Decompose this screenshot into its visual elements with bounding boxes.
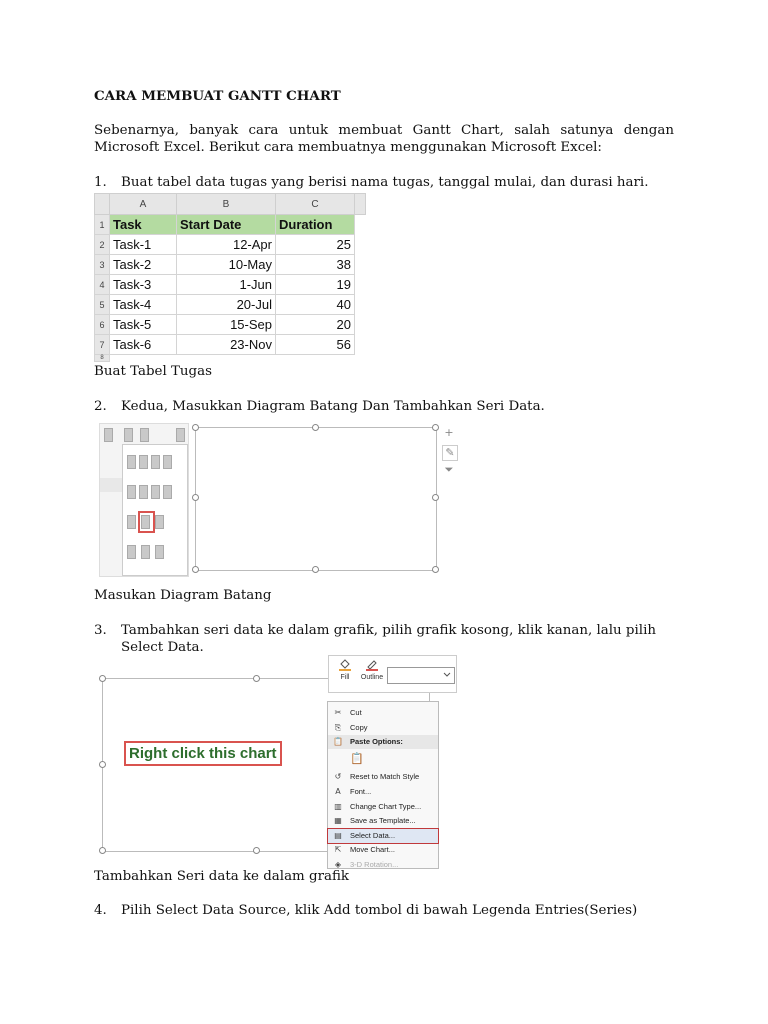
start-date-cell: 1-Jun — [177, 275, 276, 295]
task-cell: Task-2 — [110, 255, 177, 275]
caption-3: Tambahkan Seri data ke dalam grafik — [94, 869, 350, 884]
header-cell: Start Date — [177, 215, 276, 235]
col-letter: C — [276, 194, 355, 215]
resize-handle — [432, 566, 439, 573]
start-date-cell: 12-Apr — [177, 235, 276, 255]
table-row — [95, 295, 366, 315]
menu-item[interactable] — [328, 843, 438, 857]
menu-item[interactable] — [328, 814, 438, 828]
resize-handle — [99, 847, 106, 854]
resize-handle — [99, 761, 106, 768]
header-cell: Task — [110, 215, 177, 235]
table-row — [95, 235, 366, 255]
resize-handle — [312, 566, 319, 573]
resize-handle — [432, 494, 439, 501]
column-letters-row — [95, 194, 366, 215]
outline-label: Outline — [360, 674, 384, 681]
step-number: 1. — [94, 175, 107, 190]
menu-item[interactable] — [328, 800, 438, 814]
step-3 — [94, 622, 656, 639]
menu-item-label: Cut — [350, 708, 362, 717]
copy-icon: ⎘ — [334, 722, 342, 732]
row-number: 3 — [95, 255, 110, 275]
resize-handle — [312, 424, 319, 431]
start-date-cell: 15-Sep — [177, 315, 276, 335]
step-number: 3. — [94, 623, 107, 638]
font-icon: A — [335, 787, 341, 796]
menu-item[interactable] — [328, 785, 438, 799]
menu-item — [328, 735, 438, 749]
paint-bucket-icon — [338, 658, 352, 671]
menu-item[interactable] — [328, 829, 438, 843]
select-data-icon: ▤ — [334, 830, 342, 840]
row-number: 7 — [95, 335, 110, 355]
chart-element-dropdown — [387, 667, 455, 684]
menu-item-label: Copy — [350, 722, 368, 732]
row-number: 4 — [95, 275, 110, 295]
empty-chart-frame — [195, 427, 437, 571]
table-row — [95, 255, 366, 275]
chart-type-icon: ▥ — [334, 801, 342, 811]
duration-cell: 19 — [276, 275, 355, 295]
step-number: 2. — [94, 399, 107, 414]
menu-item-label: Reset to Match Style — [350, 772, 420, 782]
duration-cell: 25 — [276, 235, 355, 255]
corner-cell — [95, 194, 110, 215]
pivot-chart-icon — [176, 428, 185, 442]
reset-style-icon: ↺ — [334, 772, 342, 782]
menu-item[interactable] — [328, 721, 438, 735]
step-text: Kedua, Masukkan Diagram Batang Dan Tambahkan Seri Data. — [121, 399, 545, 414]
col-letter: A — [110, 194, 177, 215]
format-mini-toolbar — [328, 655, 457, 693]
step-text: Tambahkan seri data ke dalam grafik, pilih grafik kosong, klik kanan, lalu pilih — [121, 623, 656, 638]
menu-item-label: Move Chart... — [350, 845, 396, 855]
table-row — [95, 315, 366, 335]
fill-button — [332, 658, 358, 681]
resize-handle — [253, 675, 260, 682]
menu-item[interactable] — [328, 706, 438, 720]
chart-elements-plus-icon: + — [444, 426, 454, 439]
resize-handle — [253, 847, 260, 854]
step-text: Pilih Select Data Source, klik Add tombol di bawah Legenda Entries(Series) — [121, 903, 638, 918]
step-number: 4. — [94, 903, 107, 918]
chart-gallery-screenshot — [99, 423, 189, 577]
resize-handle — [432, 424, 439, 431]
resize-handle — [192, 424, 199, 431]
chart-styles-brush-icon: ✎ — [442, 445, 458, 461]
selected-bar-chart-highlight — [138, 511, 155, 533]
resize-handle — [192, 566, 199, 573]
menu-item-label: Change Chart Type... — [350, 801, 422, 811]
step-3-continued: Select Data. — [121, 640, 204, 655]
menu-item-label: 3-D Rotation... — [350, 860, 399, 869]
row-number: 6 — [95, 315, 110, 335]
menu-item[interactable] — [328, 770, 438, 784]
duration-cell: 20 — [276, 315, 355, 335]
chart-dropdown — [122, 444, 188, 576]
task-cell: Task-4 — [110, 295, 177, 315]
col-letter: B — [177, 194, 276, 215]
table-header-row — [95, 215, 366, 235]
menu-item-label: Save as Template... — [350, 816, 416, 826]
paste-icon: 📋 — [333, 737, 343, 747]
page-title: CARA MEMBUAT GANTT CHART — [94, 88, 341, 104]
menu-item[interactable] — [328, 750, 438, 770]
task-cell: Task-6 — [110, 335, 177, 355]
step-1 — [94, 174, 648, 191]
step-2 — [94, 398, 545, 415]
intro-paragraph: Sebenarnya, banyak cara untuk membuat Gantt Chart, salah satunya dengan Microsoft Excel. Berikut cara membuatnya menggunakan Microsoft Excel: — [94, 123, 674, 155]
resize-handle — [99, 675, 106, 682]
menu-item-label: Font... — [350, 787, 372, 796]
header-cell: Duration — [276, 215, 355, 235]
caption-1: Buat Tabel Tugas — [94, 364, 212, 379]
caption-2: Masukan Diagram Batang — [94, 588, 272, 603]
right-click-label: Right click this chart — [124, 741, 282, 766]
menu-item-label: Select Data... — [350, 830, 396, 840]
fill-label: Fill — [340, 674, 350, 681]
step-text: Buat tabel data tugas yang berisi nama tugas, tanggal mulai, dan durasi hari. — [121, 175, 649, 190]
start-date-cell: 10-May — [177, 255, 276, 275]
row-number: 2 — [95, 235, 110, 255]
step-4 — [94, 902, 637, 919]
col-spacer — [355, 194, 366, 215]
recommended-charts-icon — [104, 428, 113, 442]
table-row — [95, 275, 366, 295]
context-menu — [327, 701, 439, 869]
row-number: 1 — [95, 215, 110, 235]
row-number: 8 — [95, 355, 110, 362]
line-chart-icon — [140, 428, 149, 442]
chart-filter-icon: ⏷ — [444, 463, 454, 476]
start-date-cell: 23-Nov — [177, 335, 276, 355]
rotation-icon: ◈ — [334, 860, 342, 869]
task-cell: Task-3 — [110, 275, 177, 295]
resize-handle — [192, 494, 199, 501]
start-date-cell: 20-Jul — [177, 295, 276, 315]
duration-cell: 40 — [276, 295, 355, 315]
paste-option-icon: 📋 — [350, 751, 364, 765]
chevron-down-icon — [443, 672, 451, 678]
pen-icon — [365, 658, 379, 671]
duration-cell: 56 — [276, 335, 355, 355]
task-cell: Task-5 — [110, 315, 177, 335]
move-chart-icon: ⇱ — [334, 845, 342, 855]
table-row — [95, 335, 366, 355]
outline-button — [359, 658, 385, 681]
scissors-icon: ✂ — [334, 708, 342, 717]
duration-cell: 38 — [276, 255, 355, 275]
template-icon: ▦ — [334, 816, 342, 826]
task-cell: Task-1 — [110, 235, 177, 255]
excel-table-image — [94, 193, 370, 359]
row-number: 5 — [95, 295, 110, 315]
column-chart-icon — [124, 428, 133, 442]
excel-table — [94, 193, 366, 362]
menu-item-label: Paste Options: — [350, 737, 403, 747]
